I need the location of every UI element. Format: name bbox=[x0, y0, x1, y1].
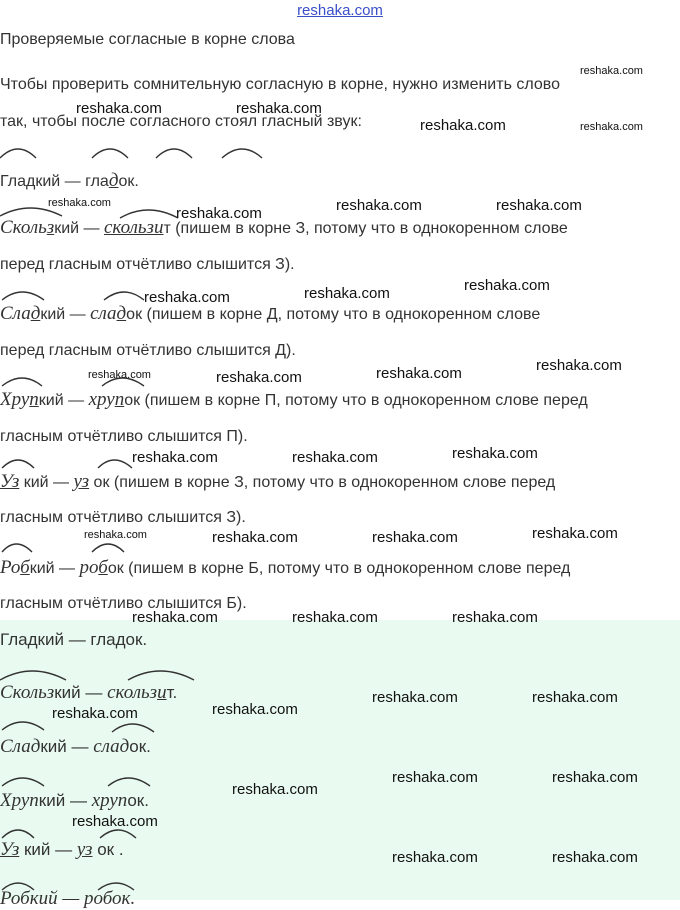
watermark: reshaka.com bbox=[392, 849, 478, 866]
example-skolzkiy-cont: перед гласным отчётливо слышится З). bbox=[0, 256, 295, 273]
watermark: reshaka.com bbox=[580, 121, 643, 133]
watermark: reshaka.com bbox=[452, 609, 538, 626]
answer-sladkiy: Сладкий — сладок. bbox=[0, 736, 151, 757]
watermark: reshaka.com bbox=[372, 689, 458, 706]
watermark: reshaka.com bbox=[72, 813, 158, 830]
answer-uzkiy: Уз кий — уз ок . bbox=[0, 839, 124, 860]
watermark: reshaka.com bbox=[52, 705, 138, 722]
watermark: reshaka.com bbox=[304, 285, 390, 302]
watermark: reshaka.com bbox=[536, 357, 622, 374]
watermark: reshaka.com bbox=[236, 100, 322, 117]
example-khrupkiy: Хрупкий — хрупок (пишем в корне П, потому что в однокоренном слове перед bbox=[0, 389, 588, 410]
watermark: reshaka.com bbox=[464, 277, 550, 294]
watermark: reshaka.com bbox=[132, 449, 218, 466]
watermark: reshaka.com bbox=[392, 769, 478, 786]
watermark: reshaka.com bbox=[496, 197, 582, 214]
watermark: reshaka.com bbox=[532, 689, 618, 706]
answer-skolzkiy: Скользкий — скользит. bbox=[0, 682, 178, 703]
answer-gladkiy: Гладкий — гладок. bbox=[0, 630, 148, 649]
example-sladkiy: Сладкий — сладок (пишем в корне Д, потому что в однокоренном слове bbox=[0, 303, 541, 324]
watermark: reshaka.com bbox=[232, 781, 318, 798]
watermark: reshaka.com bbox=[376, 365, 462, 382]
watermark: reshaka.com bbox=[176, 205, 262, 222]
watermark: reshaka.com bbox=[212, 529, 298, 546]
watermark: reshaka.com bbox=[336, 197, 422, 214]
example-robkiy: Робкий — робок (пишем в корне Б, потому что в однокоренном слове перед bbox=[0, 557, 571, 578]
site-link[interactable]: reshaka.com bbox=[297, 2, 383, 19]
watermark: reshaka.com bbox=[132, 609, 218, 626]
watermark: reshaka.com bbox=[420, 117, 506, 134]
watermark: reshaka.com bbox=[216, 369, 302, 386]
watermark: reshaka.com bbox=[372, 529, 458, 546]
watermark: reshaka.com bbox=[452, 445, 538, 462]
example-uzkiy: Уз кий — уз ок (пишем в корне З, потому что в однокоренном слове перед bbox=[0, 471, 556, 492]
watermark: reshaka.com bbox=[212, 701, 298, 718]
page-title: Проверяемые согласные в корне слова bbox=[0, 31, 295, 48]
example-sladkiy-cont: перед гласным отчётливо слышится Д). bbox=[0, 342, 296, 359]
watermark: reshaka.com bbox=[580, 65, 643, 77]
watermark: reshaka.com bbox=[76, 100, 162, 117]
watermark: reshaka.com bbox=[292, 609, 378, 626]
watermark: reshaka.com bbox=[552, 849, 638, 866]
example-khrupkiy-cont: гласным отчётливо слышится П). bbox=[0, 428, 248, 445]
example-robkiy-cont: гласным отчётливо слышится Б). bbox=[0, 595, 247, 612]
intro-line-2: так, чтобы после согласного стоял гласный звук: bbox=[0, 113, 362, 130]
watermark: reshaka.com bbox=[144, 289, 230, 306]
example-gladkiy: Гладкий — гладок. bbox=[0, 170, 139, 191]
watermark: reshaka.com bbox=[532, 525, 618, 542]
watermark: reshaka.com bbox=[292, 449, 378, 466]
answer-robkiy: Робкий — робок. bbox=[0, 888, 136, 909]
intro-line-1: Чтобы проверить сомнительную согласную в корне, нужно изменить слово bbox=[0, 76, 560, 93]
watermark: reshaka.com bbox=[88, 369, 151, 381]
example-skolzkiy: Скользкий — скользит (пишем в корне З, потому что в однокоренном слове bbox=[0, 217, 568, 238]
answer-khrupkiy: Хрупкий — хрупок. bbox=[0, 790, 149, 811]
watermark: reshaka.com bbox=[84, 529, 147, 541]
watermark: reshaka.com bbox=[48, 197, 111, 209]
watermark: reshaka.com bbox=[552, 769, 638, 786]
example-uzkiy-cont: гласным отчётливо слышится З). bbox=[0, 509, 246, 526]
